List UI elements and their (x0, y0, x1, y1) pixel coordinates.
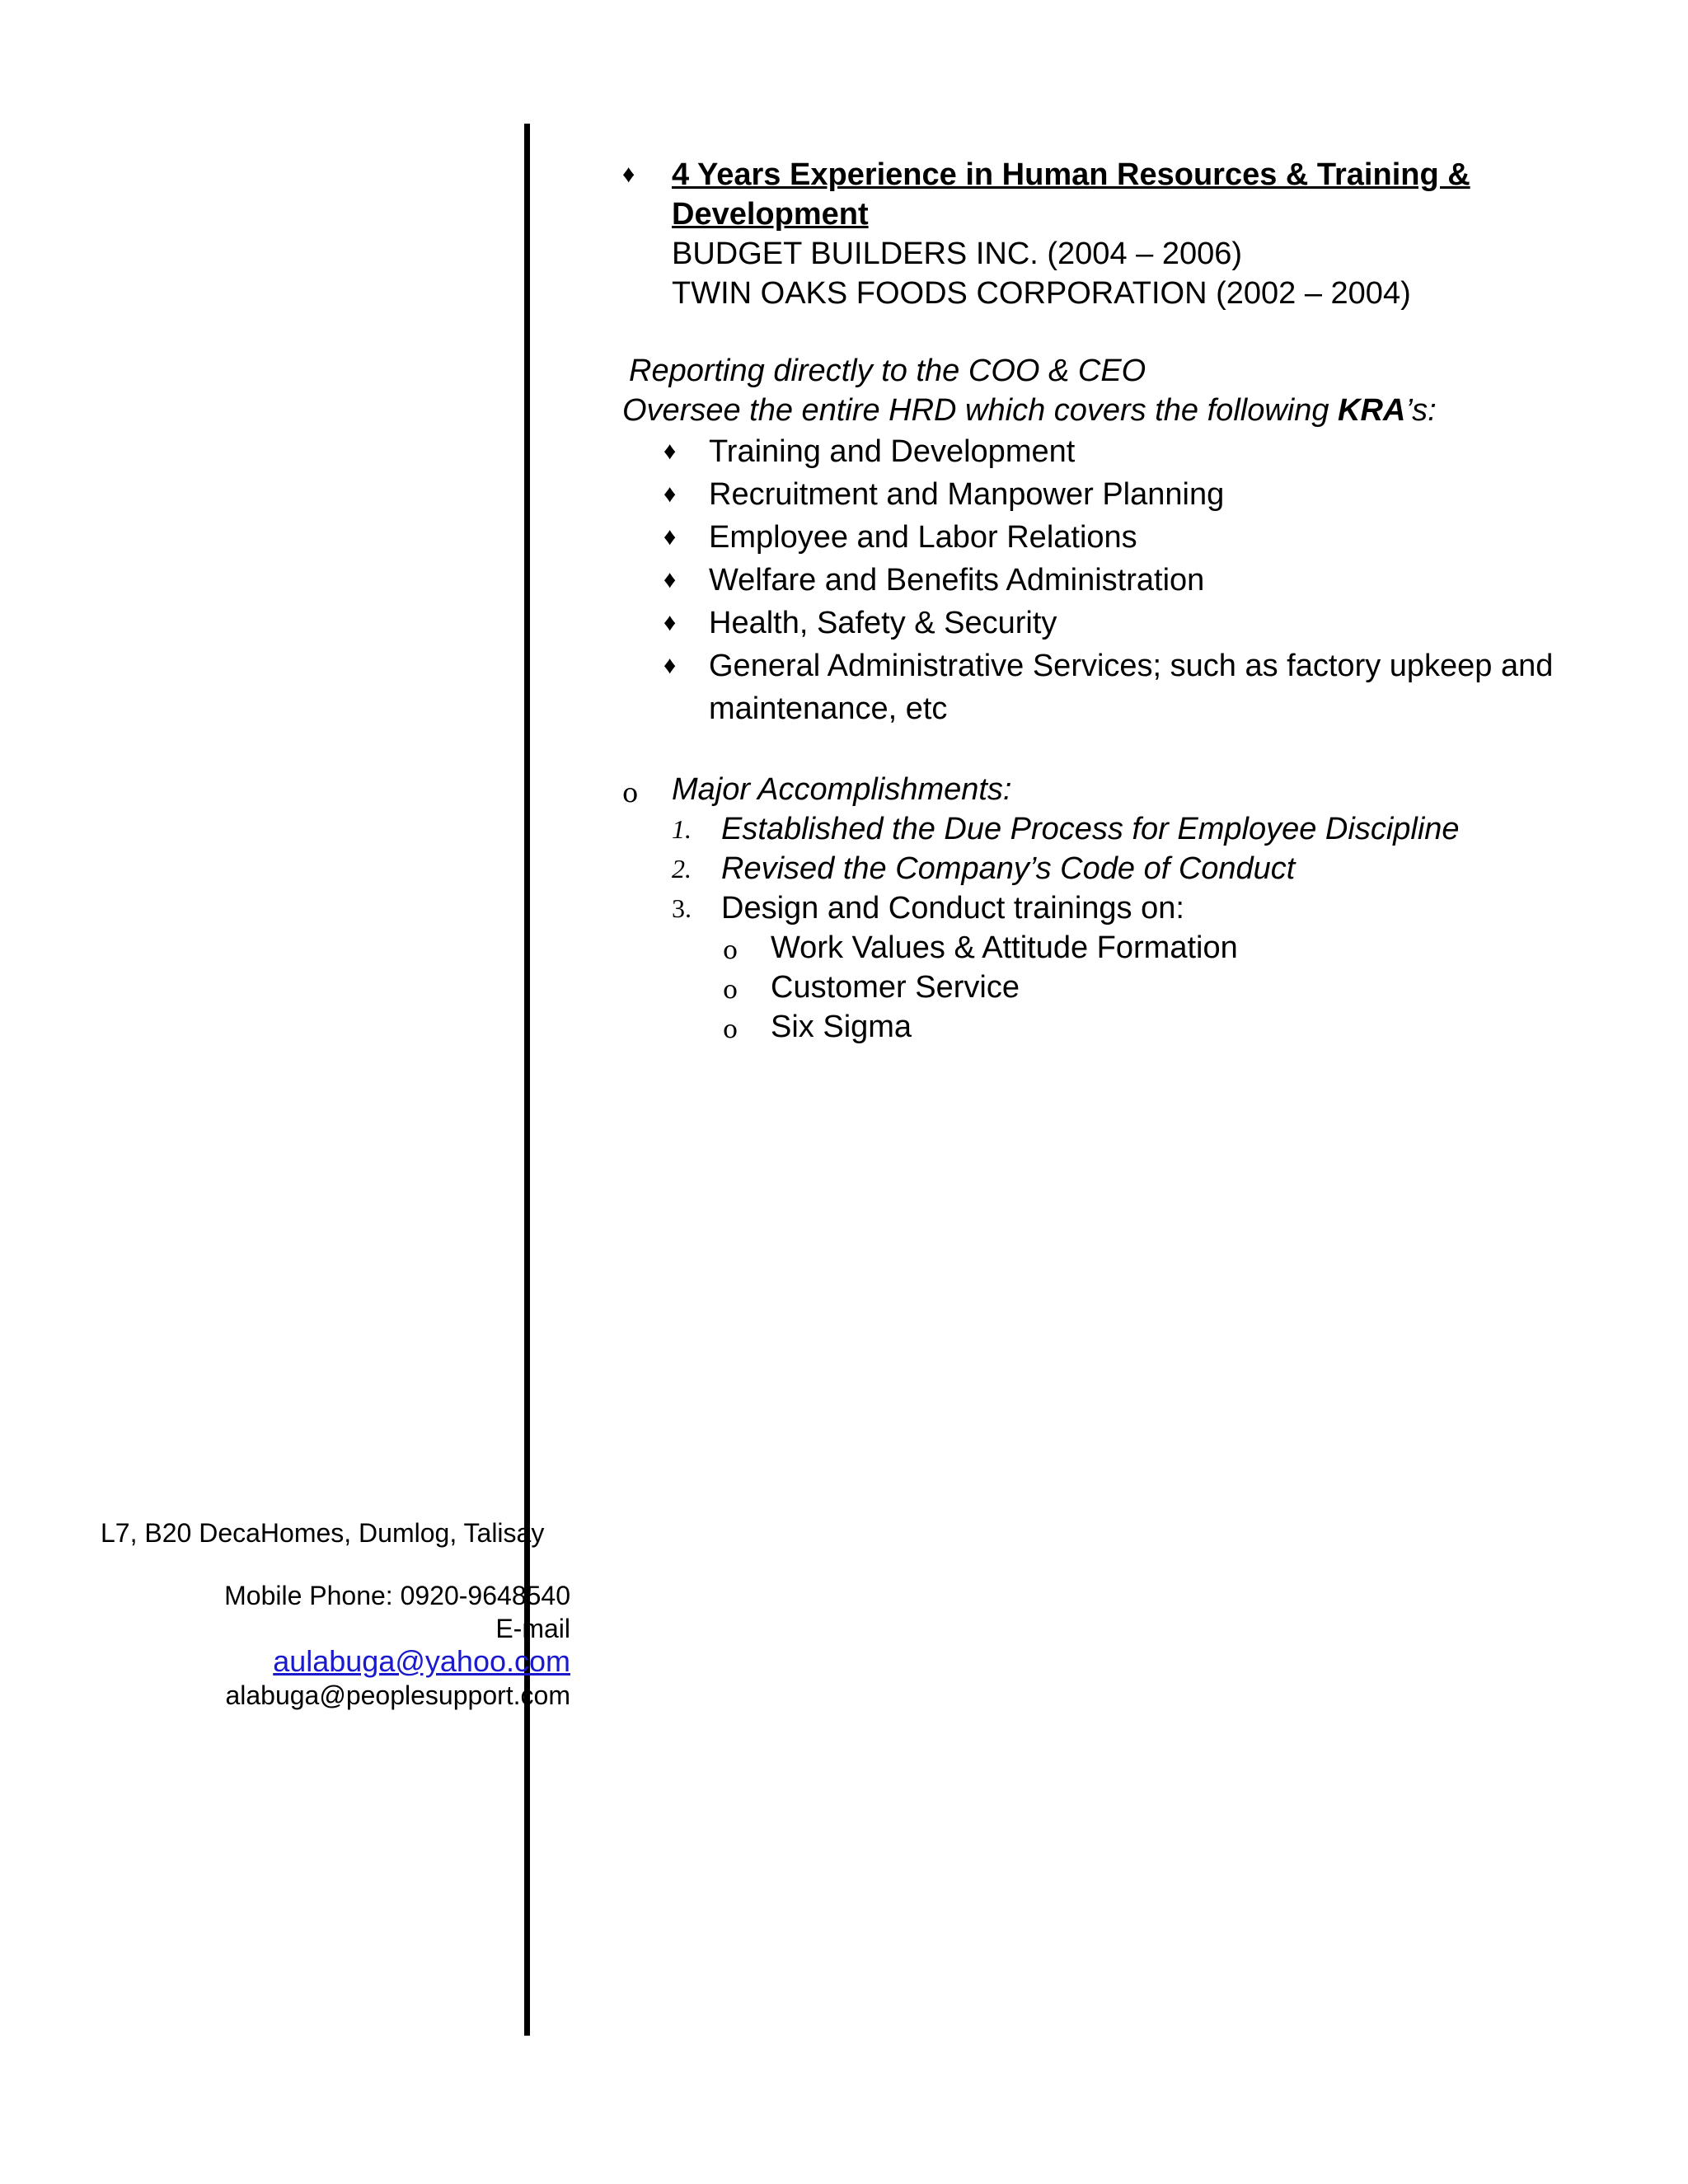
address: L7, B20 DecaHomes, Dumlog, Talisay (101, 1518, 545, 1548)
kra-text: Welfare and Benefits Administration (709, 563, 1205, 598)
experience-block (622, 155, 1562, 313)
vertical-divider (524, 124, 530, 2036)
diamond-bullet-icon: ♦ (663, 480, 677, 508)
list-item (663, 559, 1562, 602)
list-item (723, 968, 1562, 1007)
item-number: 3. (672, 893, 692, 923)
email-link[interactable]: aulabuga@yahoo.com (273, 1644, 570, 1678)
accomplishments-section (622, 770, 1562, 1047)
company-line: BUDGET BUILDERS INC. (2004 – 2006) (672, 237, 1243, 271)
list-item (723, 1007, 1562, 1047)
kra-text: General Administrative Services; such as factory upkeep and maintenance, etc (709, 649, 1554, 726)
kra-text: Recruitment and Manpower Planning (709, 477, 1225, 512)
secondary-email: alabuga@peoplesupport.com (225, 1680, 570, 1710)
list-item (723, 928, 1562, 968)
diamond-bullet-icon: ♦ (663, 523, 677, 551)
list-item (663, 473, 1562, 516)
company-line: TWIN OAKS FOODS CORPORATION (2002 – 2004) (672, 276, 1411, 311)
list-item (672, 888, 1562, 1047)
kra-text: Employee and Labor Relations (709, 520, 1137, 555)
accomplishments-list (672, 809, 1562, 1047)
diamond-bullet-icon: ♦ (663, 438, 677, 465)
diamond-bullet-icon: ♦ (663, 609, 677, 636)
accomplishment-text: Revised the Company’s Code of Conduct (721, 851, 1296, 886)
training-text: Work Values & Attitude Formation (771, 930, 1238, 965)
accomplishment-text: Established the Due Process for Employee Discipline (721, 812, 1460, 846)
list-item (672, 849, 1562, 888)
small-circle-bullet-icon: o (723, 976, 738, 1005)
role-intro (622, 351, 1562, 430)
list-item (663, 430, 1562, 473)
list-item (663, 516, 1562, 559)
oversee-prefix: Oversee the entire HRD which covers the following (622, 393, 1339, 428)
diamond-bullet-icon: ♦ (663, 652, 677, 679)
item-number: 2. (672, 854, 692, 883)
circle-bullet-icon: o (622, 777, 639, 808)
accomplishment-text: Design and Conduct trainings on: (721, 891, 1184, 926)
reporting-line: Reporting directly to the COO & CEO (629, 354, 1146, 388)
accomplishments-title: Major Accomplishments: (672, 772, 1012, 807)
kra-list (622, 430, 1562, 730)
oversee-bold: KRA (1338, 393, 1406, 428)
list-item (663, 644, 1562, 730)
small-circle-bullet-icon: o (723, 936, 738, 965)
diamond-bullet-icon: ♦ (622, 161, 635, 188)
training-text: Customer Service (771, 970, 1020, 1005)
email-label: E-mail (495, 1614, 570, 1643)
kra-text: Health, Safety & Security (709, 606, 1057, 640)
small-circle-bullet-icon: o (723, 1015, 738, 1044)
diamond-bullet-icon: ♦ (663, 566, 677, 593)
training-text: Six Sigma (771, 1010, 912, 1044)
trainings-list (721, 928, 1562, 1047)
list-item (672, 809, 1562, 849)
mobile-phone: Mobile Phone: 0920-9648540 (224, 1581, 570, 1610)
experience-heading: 4 Years Experience in Human Resources & Training & Development (672, 157, 1470, 232)
item-number: 1. (672, 814, 692, 844)
oversee-line (622, 391, 1562, 430)
oversee-suffix: ’s: (1405, 393, 1437, 428)
contact-block (49, 1516, 570, 1712)
kra-text: Training and Development (709, 434, 1076, 469)
experience-section (622, 155, 1562, 1047)
list-item (663, 602, 1562, 644)
